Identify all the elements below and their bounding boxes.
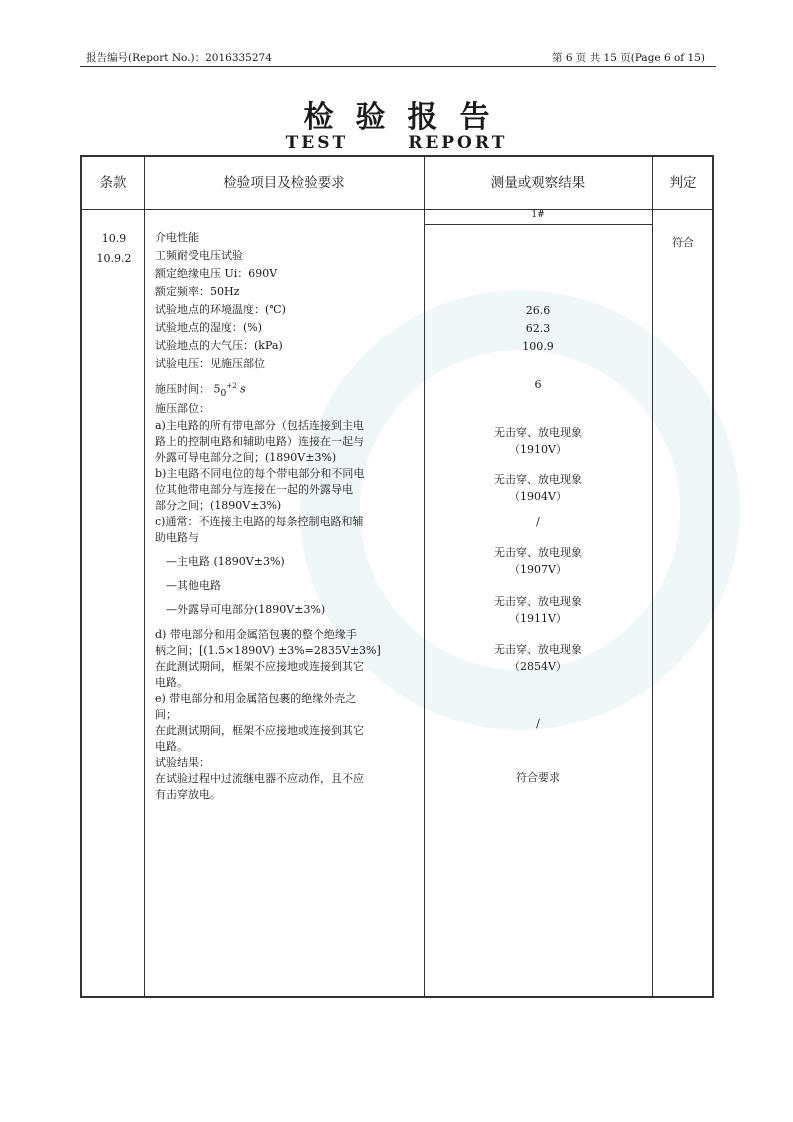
req-line: 间； bbox=[155, 708, 177, 721]
req-line: e) 带电部分和用金属箔包裹的绝缘外壳之 bbox=[155, 692, 357, 705]
req-line: 有击穿放电。 bbox=[155, 788, 221, 801]
req-line: 在试验过程中过流继电器不应动作，且不应 bbox=[155, 772, 364, 785]
col-header-item: 检验项目及检验要求 bbox=[223, 175, 345, 191]
duration-label: 施压时间： bbox=[155, 382, 210, 396]
duration-sub: 0 bbox=[220, 387, 227, 399]
req-line: 外露可导电部分之间；(1890V±3%) bbox=[155, 451, 337, 464]
report-table bbox=[80, 155, 714, 998]
result-c-main-voltage: （1907V） bbox=[509, 563, 567, 576]
req-line: —其他电路 bbox=[166, 579, 221, 592]
result-a-text: 无击穿、放电现象 bbox=[494, 426, 582, 439]
req-line: 路上的控制电路和辅助电路）连接在一起与 bbox=[155, 435, 364, 448]
req-line: d) 带电部分和用金属箔包裹的整个绝缘手 bbox=[155, 628, 357, 641]
title-chinese: 检验报告 bbox=[303, 100, 512, 135]
req-line: —外露导可电部分(1890V±3%) bbox=[166, 603, 326, 616]
req-line: 工频耐受电压试验 bbox=[155, 249, 243, 262]
sample-label: 1# bbox=[531, 210, 545, 220]
req-line: 柄之间；[(1.5×1890V) ±3%=2835V±3%] bbox=[155, 644, 381, 657]
req-line: —主电路 (1890V±3%) bbox=[166, 555, 285, 568]
result-c-slash: / bbox=[536, 515, 540, 528]
req-line: c)通常：不连接主电路的每条控制电路和辅 bbox=[155, 515, 364, 528]
header-rule bbox=[80, 66, 716, 67]
result-b-text: 无击穿、放电现象 bbox=[494, 473, 582, 486]
req-line: 位其他带电部分与连接在一起的外露导电 bbox=[155, 483, 353, 496]
req-line: 介电性能 bbox=[155, 231, 199, 244]
title-english-right: REPORT bbox=[408, 133, 508, 153]
req-line: 试验电压：见施压部位 bbox=[155, 357, 265, 370]
result-d-text: 无击穿、放电现象 bbox=[494, 643, 582, 656]
result-temperature: 26.6 bbox=[525, 304, 551, 317]
req-line: 电路。 bbox=[155, 676, 188, 689]
req-line: b)主电路不同电位的每个带电部分和不同电 bbox=[155, 467, 365, 480]
req-line: 部分之间；(1890V±3%) bbox=[155, 499, 282, 512]
req-line-duration bbox=[155, 379, 246, 401]
duration-base: 5 bbox=[213, 382, 221, 396]
clause-number: 10.9 bbox=[101, 232, 127, 245]
result-e-slash: / bbox=[536, 717, 540, 730]
title-english-left: TEST bbox=[285, 133, 349, 153]
req-line: 施压部位： bbox=[155, 402, 210, 415]
col-header-result: 测量或观察结果 bbox=[490, 175, 586, 191]
req-line: 额定绝缘电压 Ui：690V bbox=[155, 267, 278, 280]
result-b-voltage: （1904V） bbox=[509, 490, 567, 503]
req-line: 额定频率：50Hz bbox=[155, 285, 240, 298]
result-duration: 6 bbox=[534, 378, 542, 391]
sample-divider bbox=[424, 224, 652, 225]
req-line: a)主电路的所有带电部分（包括连接到主电 bbox=[155, 419, 364, 432]
result-pressure: 100.9 bbox=[522, 340, 554, 353]
duration-unit: s bbox=[240, 382, 246, 396]
duration-sup: +2 bbox=[226, 382, 237, 390]
result-humidity: 62.3 bbox=[525, 322, 551, 335]
col-header-clause: 条款 bbox=[99, 175, 127, 191]
req-line: 助电路与 bbox=[155, 531, 199, 544]
sub-clause-number: 10.9.2 bbox=[96, 252, 132, 265]
col-divider-1 bbox=[144, 157, 145, 996]
result-c-exposed-voltage: （1911V） bbox=[509, 612, 567, 625]
result-c-exposed-text: 无击穿、放电现象 bbox=[494, 595, 582, 608]
req-line: 试验地点的湿度：(%) bbox=[155, 321, 263, 334]
result-d-voltage: （2854V） bbox=[509, 660, 567, 673]
result-final: 符合要求 bbox=[516, 771, 560, 784]
req-line: 试验地点的环境温度：(℃) bbox=[155, 303, 286, 316]
page-info: 第 6 页 共 15 页(Page 6 of 15) bbox=[552, 52, 705, 64]
report-number: 报告编号(Report No.)：2016335274 bbox=[86, 52, 272, 64]
req-line: 电路。 bbox=[155, 740, 188, 753]
col-divider-3 bbox=[652, 157, 653, 996]
judgement: 符合 bbox=[672, 236, 694, 249]
col-header-judgement: 判定 bbox=[669, 175, 697, 191]
title-english bbox=[0, 133, 793, 153]
req-line: 在此测试期间，框架不应接地或连接到其它 bbox=[155, 660, 364, 673]
req-line: 试验地点的大气压：(kPa) bbox=[155, 339, 283, 352]
req-line: 试验结果： bbox=[155, 756, 210, 769]
result-c-main-text: 无击穿、放电现象 bbox=[494, 546, 582, 559]
result-a-voltage: （1910V） bbox=[509, 443, 567, 456]
req-line: 在此测试期间，框架不应接地或连接到其它 bbox=[155, 724, 364, 737]
